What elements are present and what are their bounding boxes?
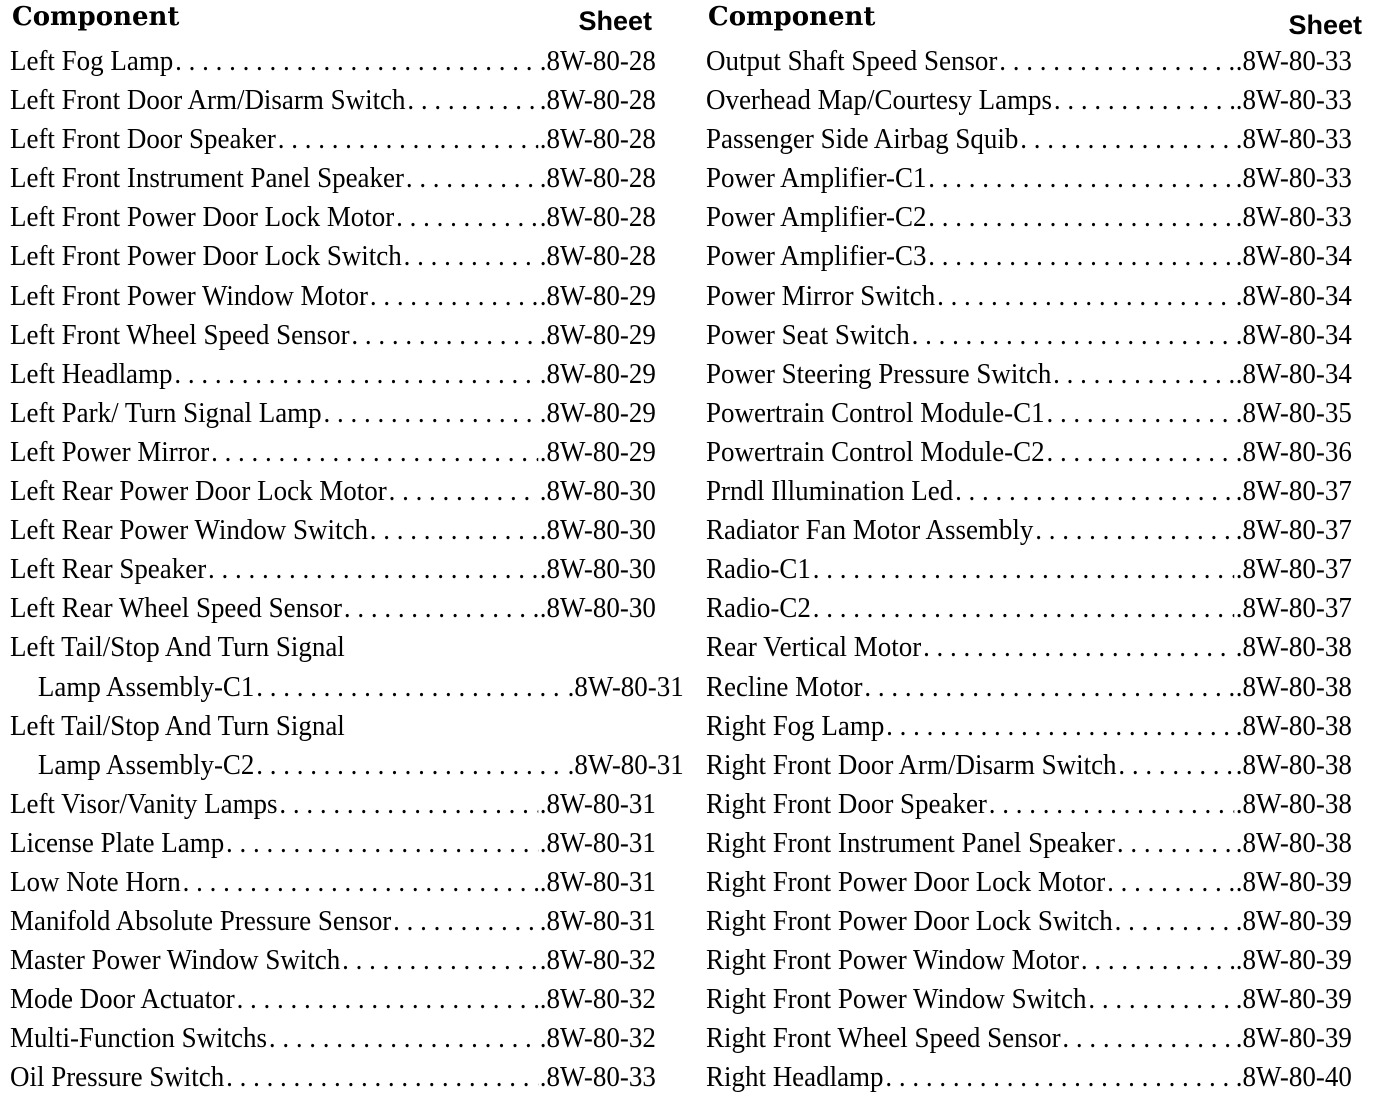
dot-leader	[1046, 394, 1233, 433]
dot-leader	[211, 433, 538, 472]
sheet-number: .8W-80-32	[539, 944, 656, 977]
component-name: Left Rear Wheel Speed Sensor	[10, 592, 343, 625]
dot-leader	[1046, 433, 1233, 472]
sheet-heading: Sheet	[1288, 10, 1362, 40]
list-item	[10, 707, 656, 746]
sheet-number: .8W-80-28	[539, 123, 656, 156]
list-item	[10, 902, 656, 941]
dot-leader	[885, 1058, 1233, 1097]
dot-leader	[955, 472, 1234, 511]
left-column	[10, 0, 684, 1098]
sheet-number: .8W-80-38	[1235, 631, 1352, 664]
sheet-number: .8W-80-40	[1235, 1061, 1352, 1094]
right-component-list	[706, 42, 1352, 1098]
list-item	[10, 941, 656, 980]
component-name: Overhead Map/Courtesy Lamps	[706, 84, 1053, 117]
sheet-number: .8W-80-29	[539, 396, 656, 429]
sheet-number: .8W-80-33	[1235, 162, 1352, 195]
list-item	[10, 277, 656, 316]
list-item	[10, 81, 656, 120]
right-column	[706, 0, 1362, 1098]
sheet-number: .8W-80-30	[539, 475, 656, 508]
component-name: Powertrain Control Module-C1	[706, 396, 1045, 429]
component-name: Left Rear Power Window Switch	[10, 514, 368, 547]
component-name: Left Front Power Window Motor	[10, 279, 368, 312]
dot-leader	[351, 316, 537, 355]
dot-leader	[396, 198, 538, 237]
dot-leader	[937, 277, 1234, 316]
dot-leader	[279, 785, 537, 824]
component-name: Low Note Horn	[10, 865, 181, 898]
sheet-number: .8W-80-37	[1235, 553, 1352, 586]
dot-leader	[278, 120, 538, 159]
sheet-number: .8W-80-29	[539, 357, 656, 390]
sheet-number: .8W-80-38	[1235, 670, 1352, 703]
list-item	[706, 198, 1352, 237]
list-item	[706, 316, 1352, 355]
list-item	[706, 355, 1352, 394]
component-name: Left Headlamp	[10, 357, 173, 390]
component-name: Multi-Function Switchs	[10, 1022, 267, 1055]
sheet-number: .8W-80-34	[1235, 279, 1352, 312]
component-name: Manifold Absolute Pressure Sensor	[10, 905, 392, 938]
component-heading: Component	[708, 2, 876, 32]
component-name: Power Seat Switch	[706, 318, 910, 351]
list-item	[706, 120, 1352, 159]
dot-leader	[183, 863, 538, 902]
sheet-number: .8W-80-29	[539, 279, 656, 312]
list-item	[706, 668, 1352, 707]
sheet-number: .8W-80-28	[539, 45, 656, 77]
dot-leader	[864, 668, 1233, 707]
list-item	[10, 237, 656, 276]
list-item	[10, 316, 656, 355]
sheet-number: .8W-80-33	[1235, 201, 1352, 234]
list-item	[10, 120, 656, 159]
list-item	[706, 472, 1352, 511]
sheet-number: .8W-80-32	[539, 1022, 656, 1055]
right-column-header	[706, 0, 1362, 42]
dot-leader	[344, 589, 538, 628]
list-item	[706, 863, 1352, 902]
list-item	[10, 42, 656, 81]
component-name: Radiator Fan Motor Assembly	[706, 514, 1034, 547]
sheet-number: .8W-80-28	[539, 162, 656, 195]
dot-leader	[928, 198, 1234, 237]
sheet-number: .8W-80-31	[539, 905, 656, 938]
list-item	[10, 433, 656, 472]
sheet-number: .8W-80-34	[1235, 240, 1352, 273]
component-name: Left Park/ Turn Signal Lamp	[10, 396, 322, 429]
list-item	[10, 511, 656, 550]
component-name: Power Amplifier-C2	[706, 201, 927, 234]
list-item	[10, 746, 684, 785]
dot-leader	[1081, 941, 1234, 980]
sheet-number: .8W-80-36	[1235, 435, 1352, 468]
dot-leader	[928, 159, 1234, 198]
component-name: Right Front Power Window Switch	[706, 983, 1087, 1016]
component-name: Prndl Illumination Led	[706, 475, 954, 508]
sheet-number: .8W-80-38	[1235, 826, 1352, 859]
sheet-number: .8W-80-33	[1235, 123, 1352, 156]
list-item	[10, 980, 656, 1019]
dot-leader	[370, 511, 538, 550]
list-item	[706, 433, 1352, 472]
component-name: Right Front Wheel Speed Sensor	[706, 1022, 1061, 1055]
dot-leader	[237, 980, 538, 1019]
list-item	[10, 1058, 656, 1097]
list-item	[10, 472, 656, 511]
sheet-number: .8W-80-39	[1235, 905, 1352, 938]
sheet-number: .8W-80-32	[539, 983, 656, 1016]
component-name: License Plate Lamp	[10, 826, 225, 859]
dot-leader	[1107, 863, 1234, 902]
list-item	[706, 941, 1352, 980]
dot-leader	[912, 316, 1234, 355]
list-item	[706, 902, 1352, 941]
component-name: Power Amplifier-C1	[706, 162, 927, 195]
component-name: Left Visor/Vanity Lamps	[10, 787, 278, 820]
list-item	[706, 277, 1352, 316]
list-item	[10, 863, 656, 902]
dot-leader	[989, 785, 1234, 824]
list-item	[10, 1019, 656, 1058]
sheet-number: .8W-80-28	[539, 201, 656, 234]
dot-leader	[1088, 980, 1233, 1019]
list-item	[706, 746, 1352, 785]
sheet-number: .8W-80-34	[1235, 357, 1352, 390]
sheet-number: .8W-80-33	[539, 1061, 656, 1094]
component-name: Left Front Power Door Lock Motor	[10, 201, 395, 234]
sheet-number: .8W-80-35	[1235, 396, 1352, 429]
component-name: Rear Vertical Motor	[706, 631, 922, 664]
list-item	[10, 355, 656, 394]
dot-leader	[1054, 81, 1234, 120]
dot-leader	[813, 550, 1234, 589]
dot-leader	[393, 902, 538, 941]
component-name: Right Headlamp	[706, 1061, 884, 1094]
component-name: Right Front Door Arm/Disarm Switch	[706, 748, 1117, 781]
list-item	[10, 550, 656, 589]
dot-leader	[1115, 902, 1234, 941]
component-name: Left Front Door Arm/Disarm Switch	[10, 84, 406, 117]
dot-leader	[1118, 746, 1233, 785]
left-component-list	[10, 42, 684, 1098]
dot-leader	[342, 941, 538, 980]
component-name: Left Power Mirror	[10, 435, 210, 468]
sheet-number: .8W-80-29	[539, 318, 656, 351]
component-name: Radio-C1	[706, 553, 811, 586]
dot-leader	[1117, 824, 1234, 863]
list-item	[706, 1058, 1352, 1097]
component-name: Right Fog Lamp	[706, 709, 885, 742]
list-item	[10, 589, 656, 628]
dot-leader	[928, 237, 1234, 276]
component-name: Power Amplifier-C3	[706, 240, 927, 273]
dot-leader	[406, 159, 538, 198]
sheet-number: .8W-80-34	[1235, 318, 1352, 351]
dot-leader	[175, 42, 538, 81]
dot-leader	[226, 1058, 538, 1097]
sheet-number: .8W-80-30	[539, 592, 656, 625]
list-item	[706, 81, 1352, 120]
component-name: Lamp Assembly-C1	[37, 670, 255, 703]
component-name: Power Mirror Switch	[706, 279, 936, 312]
component-name: Left Front Instrument Panel Speaker	[10, 162, 404, 195]
dot-leader	[256, 746, 566, 785]
component-name: Left Tail/Stop And Turn Signal	[10, 631, 345, 664]
dot-leader	[1053, 355, 1234, 394]
dot-leader	[269, 1019, 538, 1058]
component-name: Power Steering Pressure Switch	[706, 357, 1052, 390]
component-name: Left Fog Lamp	[10, 45, 174, 77]
component-name: Right Front Instrument Panel Speaker	[706, 826, 1115, 859]
component-name: Output Shaft Speed Sensor	[706, 45, 998, 77]
list-item	[706, 159, 1352, 198]
dot-leader	[999, 42, 1234, 81]
dot-leader	[407, 81, 537, 120]
component-name: Recline Motor	[706, 670, 863, 703]
component-name: Left Rear Power Door Lock Motor	[10, 475, 387, 508]
dot-leader	[256, 668, 566, 707]
component-name: Radio-C2	[706, 592, 811, 625]
component-name: Master Power Window Switch	[10, 944, 341, 977]
dot-leader	[370, 277, 538, 316]
list-item	[706, 980, 1352, 1019]
list-item	[706, 628, 1352, 667]
sheet-number: .8W-80-38	[1235, 748, 1352, 781]
list-item	[706, 394, 1352, 433]
component-name: Left Front Wheel Speed Sensor	[10, 318, 350, 351]
component-heading: Component	[12, 2, 180, 32]
sheet-heading: Sheet	[578, 6, 652, 36]
dot-leader	[1020, 120, 1234, 159]
component-name: Lamp Assembly-C2	[37, 748, 255, 781]
component-name: Left Front Door Speaker	[10, 123, 276, 156]
dot-leader	[389, 472, 538, 511]
list-item	[706, 237, 1352, 276]
sheet-number: .8W-80-37	[1235, 592, 1352, 625]
list-item	[10, 198, 656, 237]
component-name: Right Front Power Door Lock Switch	[706, 905, 1113, 938]
dot-leader	[174, 355, 537, 394]
sheet-number: .8W-80-29	[539, 435, 656, 468]
component-name: Left Rear Speaker	[10, 553, 207, 586]
list-item	[10, 824, 656, 863]
list-item	[706, 1019, 1352, 1058]
component-name: Passenger Side Airbag Squib	[706, 123, 1019, 156]
sheet-number: .8W-80-37	[1235, 475, 1352, 508]
list-item	[706, 824, 1352, 863]
dot-leader	[813, 589, 1234, 628]
component-name: Powertrain Control Module-C2	[706, 435, 1045, 468]
sheet-number: .8W-80-31	[567, 670, 684, 703]
list-item	[10, 159, 656, 198]
list-item	[10, 628, 656, 667]
list-item	[10, 668, 684, 707]
sheet-number: .8W-80-31	[539, 787, 656, 820]
sheet-number: .8W-80-39	[1235, 865, 1352, 898]
dot-leader	[923, 628, 1234, 667]
component-name: Oil Pressure Switch	[10, 1061, 225, 1094]
list-item	[706, 707, 1352, 746]
list-item	[706, 785, 1352, 824]
component-name: Left Front Power Door Lock Switch	[10, 240, 402, 273]
sheet-number: .8W-80-38	[1235, 787, 1352, 820]
list-item	[706, 42, 1352, 81]
sheet-number: .8W-80-33	[1235, 45, 1352, 77]
sheet-number: .8W-80-33	[1235, 84, 1352, 117]
dot-leader	[1062, 1019, 1233, 1058]
list-item	[706, 511, 1352, 550]
sheet-number: .8W-80-31	[539, 826, 656, 859]
dot-leader	[404, 237, 538, 276]
sheet-number: .8W-80-30	[539, 553, 656, 586]
component-name: Left Tail/Stop And Turn Signal	[10, 709, 345, 742]
sheet-number: .8W-80-39	[1235, 983, 1352, 1016]
dot-leader	[226, 824, 538, 863]
left-column-header	[10, 0, 656, 42]
sheet-number: .8W-80-37	[1235, 514, 1352, 547]
component-name: Right Front Power Door Lock Motor	[706, 865, 1106, 898]
sheet-number: .8W-80-31	[539, 865, 656, 898]
sheet-number: .8W-80-30	[539, 514, 656, 547]
component-name: Right Front Power Window Motor	[706, 944, 1080, 977]
list-item	[706, 550, 1352, 589]
sheet-number: .8W-80-31	[567, 748, 684, 781]
list-item	[10, 394, 656, 433]
sheet-number: .8W-80-39	[1235, 1022, 1352, 1055]
dot-leader	[1035, 511, 1234, 550]
component-name: Mode Door Actuator	[10, 983, 235, 1016]
dot-leader	[324, 394, 538, 433]
sheet-number: .8W-80-28	[539, 240, 656, 273]
dot-leader	[886, 707, 1234, 746]
sheet-number: .8W-80-38	[1235, 709, 1352, 742]
sheet-number: .8W-80-39	[1235, 944, 1352, 977]
dot-leader	[208, 550, 538, 589]
sheet-number: .8W-80-28	[539, 84, 656, 117]
component-name: Right Front Door Speaker	[706, 787, 987, 820]
list-item	[10, 785, 656, 824]
list-item	[706, 589, 1352, 628]
